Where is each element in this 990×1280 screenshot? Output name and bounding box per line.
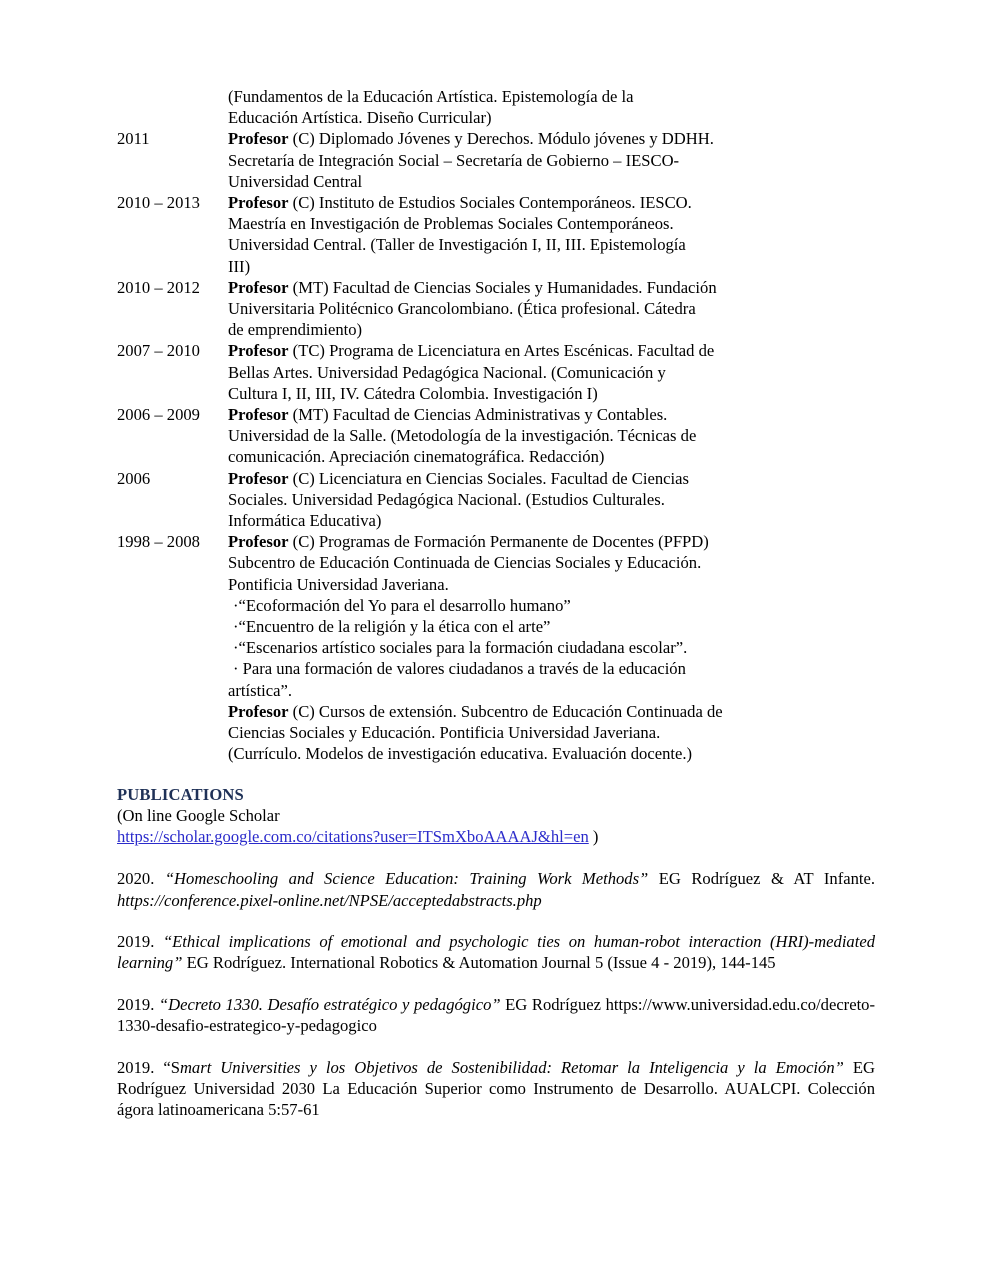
role-label: Profesor bbox=[228, 532, 289, 552]
experience-row-2010-2013 bbox=[117, 192, 875, 277]
experience-row-1998-2008 bbox=[117, 531, 875, 764]
publication-title: “Decreto 1330. Desafío estratégico y pedagógico” bbox=[158, 994, 501, 1014]
publication-authors: EG Rodríguez Universidad 2030 La Educación Superior como Instrumento de Desarrollo. AUALCPI. Colección ágora latinoamericana 5:57-61 bbox=[117, 1057, 876, 1120]
course-bullet-wrap: artística”. bbox=[228, 680, 293, 700]
publication-title-lead: “S bbox=[163, 1057, 180, 1077]
role-detail: (C) Programas de Formación Permanente de Docentes (PFPD) bbox=[288, 532, 709, 552]
role-label: Profesor bbox=[228, 405, 289, 425]
role-detail: (MT) Facultad de Ciencias Sociales y Humanidades. Fundación bbox=[288, 277, 717, 297]
google-scholar-link[interactable]: https://scholar.google.com.co/citations?user=ITSmXboAAAAJ&hl=en bbox=[117, 826, 589, 846]
experience-line-2: Universitaria Politécnico Grancolombiano. (Ética profesional. Cátedra bbox=[228, 299, 696, 319]
role-label: Profesor bbox=[228, 701, 289, 721]
publication-year: 2019. bbox=[117, 931, 163, 951]
experience-body bbox=[228, 128, 875, 192]
role-label: Profesor bbox=[228, 193, 289, 213]
experience-line-1 bbox=[228, 192, 875, 213]
experience-row-continuation bbox=[117, 86, 875, 128]
publication-entry-2019-hri bbox=[117, 911, 875, 974]
experience-body bbox=[228, 404, 875, 468]
experience-line-1 bbox=[228, 531, 875, 552]
experience-body bbox=[228, 277, 875, 341]
continuation-line-2: Educación Artística. Diseño Curricular) bbox=[228, 108, 492, 128]
publication-title: “Ethical implications of emotional and psychologic ties on human-robot interaction (HRI)-mediated learning” bbox=[117, 931, 876, 973]
experience-year: 1998 – 2008 bbox=[117, 532, 200, 552]
experience-line-2: Maestría en Investigación de Problemas Sociales Contemporáneos. bbox=[228, 214, 674, 234]
experience-line-3: Universidad Central bbox=[228, 171, 363, 191]
experience-line-3: Universidad Central. (Taller de Investigación I, II, III. Epistemología bbox=[228, 235, 686, 255]
experience-row-2010-2012 bbox=[117, 277, 875, 341]
experience-year: 2010 – 2012 bbox=[117, 277, 200, 297]
course-bullet-item: ·“Encuentro de la religión y la ética con el arte” bbox=[233, 617, 551, 637]
publication-entry-2019-decreto bbox=[117, 974, 875, 1037]
experience-line-1 bbox=[228, 277, 875, 298]
publications-heading: PUBLICATIONS bbox=[117, 784, 244, 804]
closing-line-3: (Currículo. Modelos de investigación educativa. Evaluación docente.) bbox=[228, 744, 693, 764]
publication-authors: EG Rodríguez https://www.universidad.edu.co/decreto-1330-desafio-estrategico-y-pedagogico bbox=[117, 994, 876, 1036]
experience-year: 2007 – 2010 bbox=[117, 341, 200, 361]
experience-year: 2010 – 2013 bbox=[117, 193, 200, 213]
experience-year: 2011 bbox=[117, 129, 150, 149]
role-detail: (C) Instituto de Estudios Sociales Contemporáneos. IESCO. bbox=[288, 193, 692, 213]
experience-row-2006 bbox=[117, 468, 875, 532]
publication-title: mart Universities y los Objetivos de Sostenibilidad: Retomar la Inteligencia y la Emoción” bbox=[179, 1057, 844, 1077]
scholar-link-line bbox=[117, 826, 875, 847]
publication-year: 2019. bbox=[117, 994, 159, 1014]
experience-line-2: Secretaría de Integración Social – Secretaría de Gobierno – IESCO- bbox=[228, 150, 680, 170]
scholar-suffix: ) bbox=[588, 826, 599, 846]
experience-row-2011 bbox=[117, 128, 875, 192]
experience-body bbox=[228, 340, 875, 404]
closing-line-2: Ciencias Sociales y Educación. Pontificia Universidad Javeriana. bbox=[228, 723, 661, 743]
experience-line-3: Cultura I, II, III, IV. Cátedra Colombia. Investigación I) bbox=[228, 383, 598, 403]
experience-row-2006-2009 bbox=[117, 404, 875, 468]
experience-line-2: Subcentro de Educación Continuada de Ciencias Sociales y Educación. bbox=[228, 553, 702, 573]
experience-line-4: III) bbox=[228, 256, 251, 276]
experience-line-2: Universidad de la Salle. (Metodología de la investigación. Técnicas de bbox=[228, 426, 697, 446]
closing-line-1 bbox=[228, 701, 875, 722]
role-detail: (C) Licenciatura en Ciencias Sociales. Facultad de Ciencias bbox=[288, 468, 689, 488]
course-bullet-item: ·“Ecoformación del Yo para el desarrollo humano” bbox=[233, 595, 571, 615]
experience-line-3: Pontificia Universidad Javeriana. bbox=[228, 574, 449, 594]
publication-entry-2019-smart bbox=[117, 1037, 875, 1121]
experience-line-3: comunicación. Apreciación cinematográfica. Redacción) bbox=[228, 447, 605, 467]
role-detail: (C) Cursos de extensión. Subcentro de Educación Continuada de bbox=[288, 701, 723, 721]
role-detail: (MT) Facultad de Ciencias Administrativas y Contables. bbox=[288, 405, 668, 425]
experience-year: 2006 – 2009 bbox=[117, 405, 200, 425]
role-detail: (TC) Programa de Licenciatura en Artes Escénicas. Facultad de bbox=[288, 341, 715, 361]
experience-line-2: Sociales. Universidad Pedagógica Nacional. (Estudios Culturales. bbox=[228, 489, 665, 509]
publication-authors: EG Rodríguez & AT Infante. bbox=[648, 869, 876, 889]
page-content bbox=[117, 86, 875, 1121]
experience-line-3: de emprendimiento) bbox=[228, 320, 363, 340]
experience-body bbox=[228, 192, 875, 277]
experience-line-1 bbox=[228, 128, 875, 149]
role-label: Profesor bbox=[228, 129, 289, 149]
publication-entry-2020 bbox=[117, 847, 875, 911]
role-label: Profesor bbox=[228, 341, 289, 361]
course-bullet-item: ·“Escenarios artístico sociales para la formación ciudadana escolar”. bbox=[233, 638, 688, 658]
role-detail: (C) Diplomado Jóvenes y Derechos. Módulo jóvenes y DDHH. bbox=[288, 129, 714, 149]
publication-year: 2019. bbox=[117, 1057, 164, 1077]
experience-line-1 bbox=[228, 468, 875, 489]
experience-body bbox=[228, 86, 875, 128]
course-bullet-item: · Para una formación de valores ciudadanos a través de la educación bbox=[233, 659, 686, 679]
publication-authors: EG Rodríguez. International Robotics & Automation Journal 5 (Issue 4 - 2019), 144-145 bbox=[182, 953, 776, 973]
experience-line-1 bbox=[228, 404, 875, 425]
publication-title: “Homeschooling and Science Education: Training Work Methods” bbox=[164, 869, 649, 889]
experience-year: 2006 bbox=[117, 468, 151, 488]
publication-year: 2020. bbox=[117, 869, 165, 889]
experience-line-3: Informática Educativa) bbox=[228, 511, 382, 531]
experience-row-2007-2010 bbox=[117, 340, 875, 404]
role-label: Profesor bbox=[228, 468, 289, 488]
publication-url: https://conference.pixel-online.net/NPSE/acceptedabstracts.php bbox=[117, 890, 542, 910]
experience-body bbox=[228, 468, 875, 532]
experience-line-2: Bellas Artes. Universidad Pedagógica Nacional. (Comunicación y bbox=[228, 362, 666, 382]
experience-body bbox=[228, 531, 875, 764]
scholar-prefix: (On line Google Scholar bbox=[117, 805, 280, 825]
continuation-line-1: (Fundamentos de la Educación Artística. Epistemología de la bbox=[228, 87, 634, 106]
role-label: Profesor bbox=[228, 277, 289, 297]
experience-line-1 bbox=[228, 340, 875, 361]
